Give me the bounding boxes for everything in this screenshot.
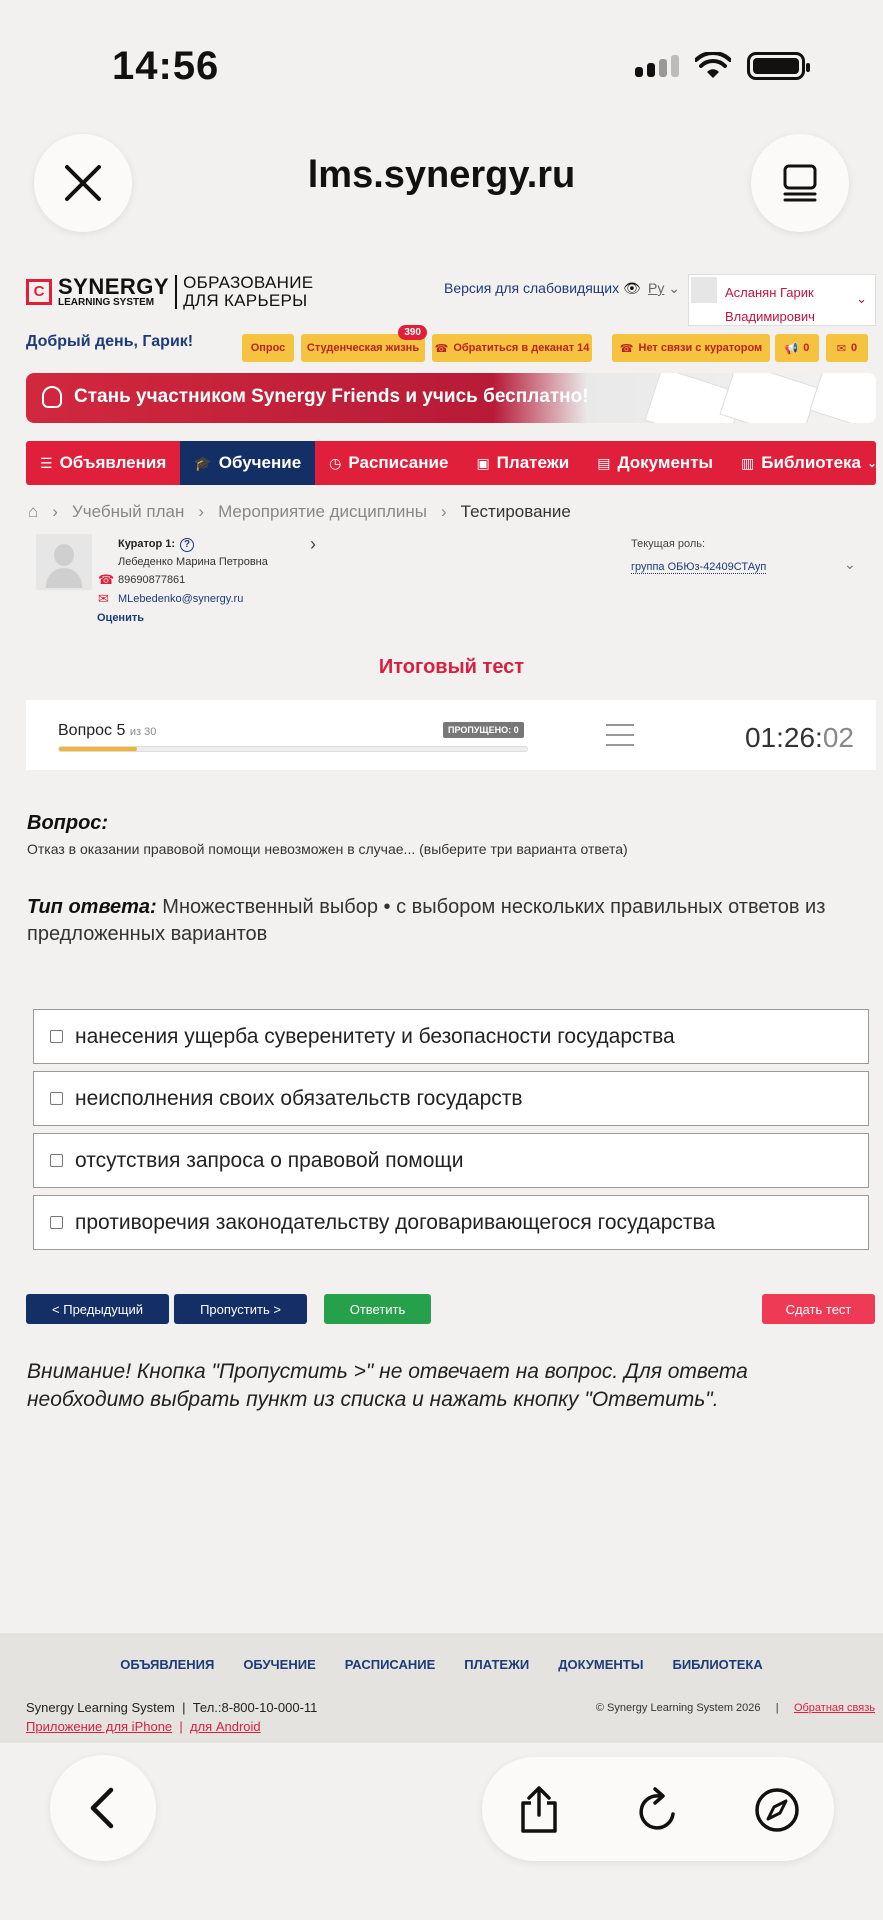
question-list-icon[interactable]	[606, 724, 634, 748]
checkbox[interactable]	[50, 1154, 63, 1167]
question-heading: Вопрос:	[27, 812, 109, 834]
home-icon[interactable]: ⌂	[28, 502, 39, 521]
skipped-badge: ПРОПУЩЕНО: 0	[443, 722, 524, 738]
answer-type: Тип ответа: Множественный выбор • с выбором нескольких правильных ответов из предложенных вариантов	[27, 896, 826, 945]
compass-icon	[753, 1786, 801, 1834]
warning-note: Внимание! Кнопка "Пропустить >" не отвечает на вопрос. Для ответа необходимо выбрать пункт из списка и нажать кнопку "Ответить".	[27, 1360, 748, 1411]
main-nav	[26, 441, 876, 485]
curator-name: Лебеденко Марина Петровна	[118, 556, 268, 568]
answer-option[interactable]: нанесения ущерба суверенитету и безопасности государства	[33, 1009, 869, 1064]
breadcrumb-item[interactable]: Мероприятие дисциплины	[218, 502, 427, 521]
rate-curator-link[interactable]: Оценить	[97, 612, 144, 624]
iphone-app-link[interactable]: Приложение для iPhone	[26, 1719, 173, 1734]
promo-banner[interactable]: Стань участником Synergy Friends и учись бесплатно!	[26, 373, 876, 423]
footer-link[interactable]: ДОКУМЕНТЫ	[558, 1657, 644, 1672]
reload-button[interactable]	[631, 1783, 685, 1837]
chevron-down-icon: ⌄	[866, 456, 878, 470]
announcements-counter[interactable]: 📢 0	[775, 334, 819, 362]
mail-icon: ✉	[836, 342, 847, 355]
user-menu[interactable]: Асланян Гарик Владимирович ⌄	[688, 274, 876, 326]
safari-compass-button[interactable]	[750, 1783, 804, 1837]
progress-fill	[59, 747, 137, 751]
dean-office-button[interactable]: ☎ Обратиться в деканат 14	[432, 334, 592, 362]
chevron-down-icon[interactable]: ⌄	[844, 556, 856, 572]
wallet-icon: ▣	[476, 454, 490, 471]
chevron-left-icon	[83, 1786, 123, 1830]
clock-icon: ◷	[329, 454, 342, 471]
share-button[interactable]	[512, 1783, 566, 1837]
graduation-cap-icon: 🎓	[194, 454, 212, 471]
status-icons	[635, 52, 805, 80]
breadcrumb-item[interactable]: Учебный план	[71, 502, 185, 521]
tabs-icon	[780, 163, 820, 203]
footer-copyright: © Synergy Learning System 2026 | Обратная связь	[595, 1702, 875, 1714]
site-header	[26, 268, 876, 326]
breadcrumb	[28, 502, 571, 522]
eye-icon: 👁	[623, 280, 641, 296]
question-counter: Вопрос 5 из 30	[58, 722, 157, 739]
role-select[interactable]: группа ОБЮз-42409СТАуп	[631, 561, 767, 573]
wifi-icon	[695, 52, 731, 80]
progress-bar	[58, 746, 528, 752]
footer-link[interactable]: РАСПИСАНИЕ	[344, 1657, 436, 1672]
banner-decoration	[719, 373, 818, 423]
status-bar	[0, 0, 883, 130]
reload-icon	[635, 1786, 681, 1834]
headset-icon: ☎	[619, 342, 634, 355]
tabs-button[interactable]	[751, 134, 849, 232]
help-icon[interactable]: ?	[180, 538, 194, 552]
checkbox[interactable]	[50, 1216, 63, 1229]
cellular-signal-icon	[635, 55, 679, 77]
greeting: Добрый день, Гарик!	[26, 333, 194, 350]
breadcrumb-separator: ›	[198, 502, 205, 521]
footer-nav	[0, 1657, 883, 1672]
battery-icon	[747, 52, 805, 80]
vision-impaired-link[interactable]: Версия для слабовидящих 👁	[444, 280, 641, 296]
answer-option[interactable]: отсутствия запроса о правовой помощи	[33, 1133, 869, 1188]
answer-button[interactable]: Ответить	[324, 1294, 431, 1324]
footer-link[interactable]: ПЛАТЕЖИ	[464, 1657, 530, 1672]
headset-icon: ☎	[434, 342, 449, 355]
book-icon: ▥	[741, 454, 755, 471]
android-app-link[interactable]: для Android	[190, 1719, 261, 1734]
curator-panel: Куратор 1: ? Лебеденко Марина Петровна ☎ 89690877861 ✉ MLebedenko@synergy.ru Оценить › Текущая роль: группа ОБЮз-42409СТАуп ⌄	[36, 534, 876, 626]
checkbox[interactable]	[50, 1092, 63, 1105]
megaphone-icon: 📢	[784, 342, 799, 355]
footer-link[interactable]: ОБЪЯВЛЕНИЯ	[120, 1657, 215, 1672]
mail-icon: ✉	[98, 591, 109, 606]
nav-item-library[interactable]: ▥ Библиотека ⌄	[741, 453, 878, 472]
synergy-logo[interactable]: С SYNERGY LEARNING SYSTEM ОБРАЗОВАНИЕ ДЛЯ КАРЬЕРЫ	[26, 274, 313, 310]
submit-test-button[interactable]: Сдать тест	[762, 1294, 875, 1324]
url-text[interactable]: lms.synergy.ru	[307, 154, 576, 196]
survey-button[interactable]: Опрос	[242, 334, 294, 362]
breadcrumb-current: Тестирование	[460, 502, 571, 521]
site-footer	[0, 1633, 883, 1743]
document-icon: ▤	[597, 454, 611, 471]
test-title: Итоговый тест	[378, 656, 525, 678]
language-select[interactable]: Ру ⌄	[648, 280, 680, 296]
nav-item-schedule[interactable]: ◷ Расписание	[329, 453, 449, 472]
browser-toolbar	[482, 1757, 834, 1861]
notification-badge: 390	[398, 325, 427, 340]
pointer-hand-icon	[42, 386, 62, 408]
footer-company: Synergy Learning System | Тел.:8-800-10-000-11	[26, 1700, 318, 1715]
chevron-down-icon: ⌄	[668, 280, 680, 296]
back-button[interactable]	[50, 1755, 156, 1861]
test-timer: 01:26:02	[744, 722, 854, 753]
banner-decoration	[809, 373, 876, 423]
footer-link[interactable]: БИБЛИОТЕКА	[672, 1657, 763, 1672]
curator-avatar	[36, 534, 92, 590]
curator-contact-button[interactable]: ☎ Нет связи с куратором	[612, 334, 770, 362]
headset-icon: ☎	[98, 572, 115, 587]
curator-email[interactable]: MLebedenko@synergy.ru	[118, 593, 244, 605]
question-text: Отказ в оказании правовой помощи невозможен в случае... (выберите три варианта ответа)	[27, 841, 628, 857]
nav-item-learning[interactable]: 🎓 Обучение	[180, 441, 315, 485]
footer-apps: Приложение для iPhone | для Android	[26, 1719, 261, 1734]
curator-phone[interactable]: 89690877861	[118, 574, 186, 586]
answer-option[interactable]: противоречия законодательству договаривающегося государства	[33, 1195, 869, 1250]
skip-button[interactable]: Пропустить >	[174, 1294, 307, 1324]
answer-option[interactable]: неисполнения своих обязательств государств	[33, 1071, 869, 1126]
list-icon: ☰	[40, 454, 53, 471]
avatar	[691, 277, 717, 303]
nav-item-documents[interactable]: ▤ Документы	[597, 453, 714, 472]
nav-item-payments[interactable]: ▣ Платежи	[476, 453, 570, 472]
breadcrumb-separator: ›	[441, 502, 447, 521]
role-label: Текущая роль:	[631, 538, 706, 550]
nav-item-announcements[interactable]: ☰ Объявления	[40, 453, 167, 472]
messages-counter[interactable]: ✉ 0	[826, 334, 868, 362]
share-icon	[517, 1785, 561, 1835]
logo-mark-icon: С	[26, 279, 52, 305]
feedback-link[interactable]: Обратная связь	[793, 1702, 875, 1714]
question-status-panel	[26, 700, 876, 770]
chevron-down-icon: ⌄	[856, 291, 867, 306]
checkbox[interactable]	[50, 1030, 63, 1043]
breadcrumb-separator: ›	[52, 502, 58, 521]
previous-button[interactable]: < Предыдущий	[26, 1294, 169, 1324]
footer-link[interactable]: ОБУЧЕНИЕ	[243, 1657, 316, 1672]
status-time: 14:56	[112, 44, 220, 88]
student-life-button[interactable]: Студенческая жизнь 390	[301, 334, 425, 362]
chevron-right-icon[interactable]: ›	[310, 534, 316, 554]
